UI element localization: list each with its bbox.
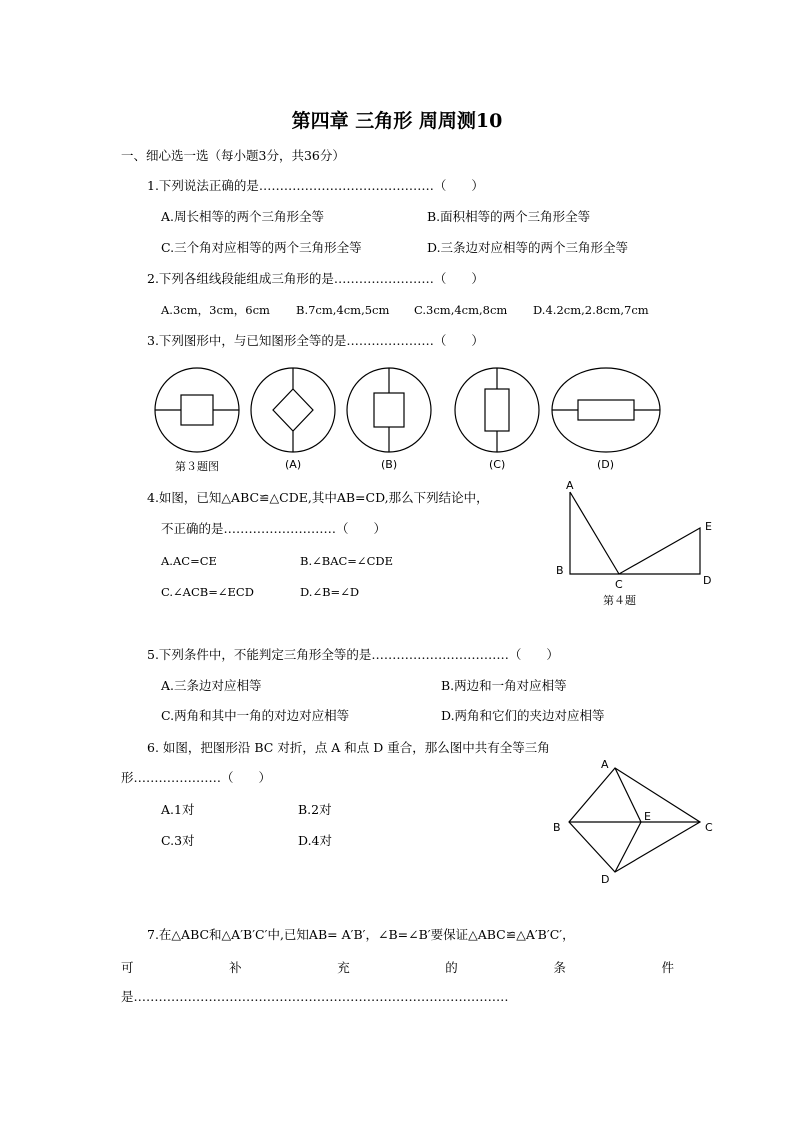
q1-option-d: D.三条边对应相等的两个三角形全等 (427, 240, 629, 255)
q4-option-c: C.∠ACB=∠ECD (161, 585, 254, 599)
q6-option-c: C.3对 (161, 833, 195, 848)
q7-char: 补 (229, 960, 242, 975)
q4-point-a: A (566, 479, 574, 492)
q5-option-b: B.两边和一角对应相等 (441, 678, 567, 693)
q6-point-d: D (601, 873, 610, 886)
q1-stem: 1.下列说法正确的是……………………………………（ ） (147, 178, 484, 193)
q5-option-a: A.三条边对应相等 (161, 678, 262, 693)
q2-stem: 2.下列各组线段能组成三角形的是……………………（ ） (147, 271, 484, 286)
q5-stem: 5.下列条件中，不能判定三角形全等的是……………………………（ ） (147, 647, 559, 662)
page-title: 第四章 三角形 周周测10 (291, 110, 503, 132)
q6-point-b: B (553, 821, 561, 834)
q6-point-c: C (705, 821, 713, 834)
q6-stem-line2: 形…………………（ ） (121, 770, 272, 785)
q4-stem-line2: 不正确的是………………………（ ） (161, 521, 387, 536)
q4-figure (0, 478, 794, 618)
q4-option-d: D.∠B=∠D (300, 585, 360, 599)
q2-option-d: D.4.2cm,2.8cm,7cm (533, 303, 649, 317)
q5-option-d: D.两角和它们的夹边对应相等 (441, 708, 605, 723)
q2-option-a: A.3cm，3cm，6cm (161, 303, 270, 317)
q3-label-c: (C) (489, 458, 506, 471)
q4-option-a: A.AC=CE (161, 554, 217, 568)
q4-caption: 第４题 (603, 594, 636, 607)
q7-char: 条 (553, 960, 566, 975)
q7-answer-line: 是……………………………………………………………………………… (121, 989, 509, 1004)
q3-stem: 3.下列图形中，与已知图形全等的是…………………（ ） (147, 333, 484, 348)
q3-figures (0, 362, 794, 472)
q5-option-c: C.两角和其中一角的对边对应相等 (161, 708, 350, 723)
q2-option-b: B.7cm,4cm,5cm (296, 303, 390, 317)
q4-point-e: E (705, 520, 712, 533)
q1-option-c: C.三个角对应相等的两个三角形全等 (161, 240, 362, 255)
q3-label-b: (B) (381, 458, 398, 471)
q7-char: 件 (661, 960, 674, 975)
q4-point-d: D (703, 574, 712, 587)
q6-figure (0, 752, 794, 892)
q4-point-b: B (556, 564, 564, 577)
q4-point-c: C (615, 578, 623, 591)
section-heading: 一、细心选一选（每小题3分，共36分） (121, 148, 345, 163)
q6-stem-line1: 6. 如图，把图形沿 BC 对折，点 A 和点 D 重合，那么图中共有全等三角 (147, 740, 550, 755)
q4-option-b: B.∠BAC=∠CDE (300, 554, 393, 568)
q6-option-d: D.4对 (298, 833, 333, 848)
q7-char: 可 (121, 960, 134, 975)
q7-stem: 7.在△ABC和△A′B′C′中,已知AB= A′B′，∠B=∠B′要保证△ABC≌△A′B′C′， (147, 927, 575, 942)
q6-point-a: A (601, 758, 609, 771)
q6-option-a: A.1对 (161, 802, 195, 817)
q6-option-b: B.2对 (298, 802, 332, 817)
q3-figure-d (552, 368, 660, 452)
q3-label-d: (D) (597, 458, 615, 471)
q7-char: 充 (337, 960, 350, 975)
q3-label-known: 第３题图 (175, 460, 219, 473)
q1-option-a: A.周长相等的两个三角形全等 (161, 209, 325, 224)
q3-figure-a (251, 368, 335, 452)
q2-option-c: C.3cm,4cm,8cm (414, 303, 508, 317)
q1-option-b: B.面积相等的两个三角形全等 (427, 209, 591, 224)
q7-spread-line (121, 958, 674, 976)
q4-stem-line1: 4.如图，已知△ABC≌△CDE,其中AB=CD,那么下列结论中， (147, 490, 489, 505)
q3-label-a: (A) (285, 458, 302, 471)
q3-known-figure (155, 368, 239, 452)
q3-figure-b (347, 368, 431, 452)
q3-figure-c (455, 368, 539, 452)
q7-char: 的 (445, 960, 458, 975)
q6-point-e: E (644, 810, 651, 823)
